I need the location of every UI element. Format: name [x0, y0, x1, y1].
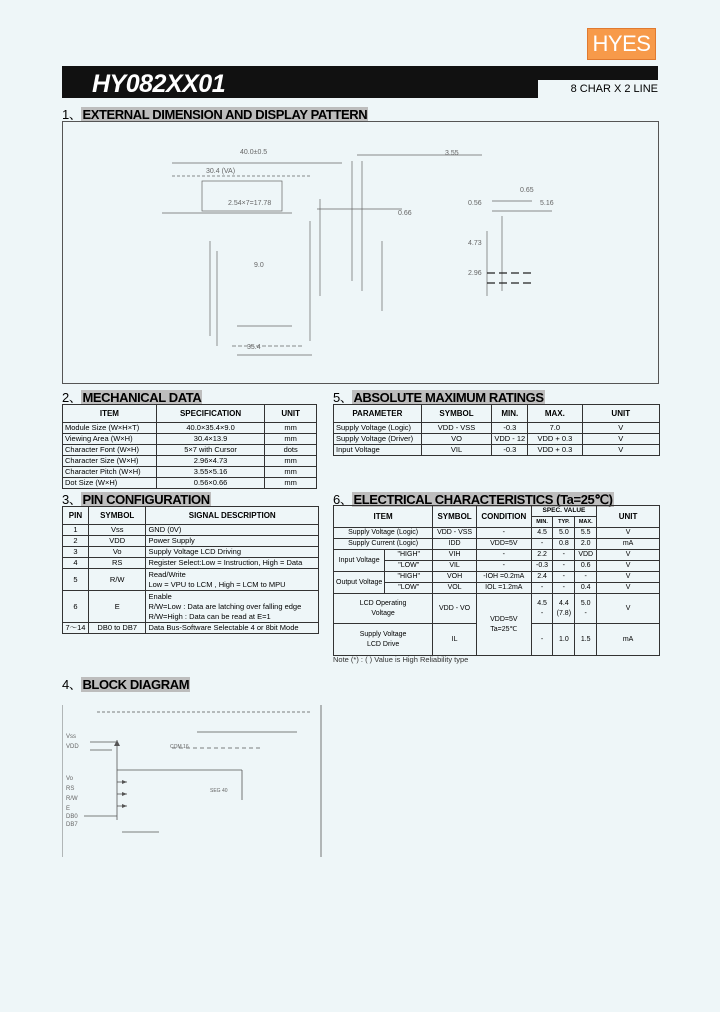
cell: VIL — [433, 561, 477, 572]
mechanical-data-table — [62, 404, 317, 489]
col-max: MAX. — [575, 517, 597, 528]
cell: 30.4×13.9 — [156, 434, 264, 445]
cell: - — [531, 624, 553, 656]
dim-height-total: 35.4 — [247, 344, 261, 351]
cell: mA — [597, 624, 660, 656]
cell: mm — [265, 423, 317, 434]
dim-e: 4.73 — [468, 240, 482, 247]
col-symbol: SYMBOL — [433, 506, 477, 528]
pin-config-table — [62, 506, 319, 634]
table-row — [63, 445, 317, 456]
cell: V — [597, 583, 660, 594]
cell: 0.6 — [575, 561, 597, 572]
cell: R/W — [88, 569, 146, 591]
cell: mm — [265, 478, 317, 489]
cell: IOL =1.2mA — [476, 583, 531, 594]
cell: Input Voltage — [334, 445, 422, 456]
cell — [146, 591, 319, 623]
col-typ: TYP. — [553, 517, 575, 528]
block-label-db7: DB7 — [66, 822, 78, 828]
condition-line2: Ta=25℃ — [490, 625, 518, 633]
display-format: 8 CHAR X 2 LINE — [538, 80, 658, 98]
col-unit: UNIT — [582, 405, 659, 423]
cell: VDD - VSS — [433, 528, 477, 539]
cell: Register Select:Low = Instruction, High = Data — [146, 558, 319, 569]
dim-width-pin: 9.0 — [254, 262, 264, 269]
cell — [575, 594, 597, 624]
block-seg: SEG 40 — [210, 788, 228, 794]
cell: VDD — [88, 536, 146, 547]
cell: Output Voltage — [334, 572, 385, 594]
condition-line1: VDD=5V — [490, 615, 518, 623]
col-max: MAX. — [528, 405, 582, 423]
r7-item-line1: LCD Operating — [359, 599, 407, 607]
cell: -IOH =0.2mA — [476, 572, 531, 583]
cell — [476, 594, 531, 656]
cell: mA — [597, 539, 660, 550]
dim-d: 5.16 — [540, 200, 554, 207]
cell: -0.3 — [531, 561, 553, 572]
cell: 1.0 — [553, 624, 575, 656]
table-row — [334, 572, 660, 583]
block-diagram — [62, 700, 324, 860]
dim-width-pitch: 2.54×7=17.78 — [228, 200, 272, 207]
r7-max-b: - — [584, 609, 587, 617]
cell: VDD - VO — [433, 594, 477, 624]
cell — [553, 594, 575, 624]
cell: VDD=5V — [476, 539, 531, 550]
block-label-rw: R/W — [66, 796, 78, 802]
table-header-row — [63, 507, 319, 525]
cell: 5×7 with Cursor — [156, 445, 264, 456]
cell — [334, 624, 433, 656]
col-condition: CONDITION — [476, 506, 531, 528]
cell: 3 — [63, 547, 89, 558]
cell: V — [597, 528, 660, 539]
cell: mm — [265, 456, 317, 467]
cell: Supply Voltage (Driver) — [334, 434, 422, 445]
table-row — [63, 525, 319, 536]
cell: - — [531, 539, 553, 550]
cell: - — [553, 572, 575, 583]
table-row — [334, 550, 660, 561]
dim-f: 2.96 — [468, 270, 482, 277]
cell: - — [553, 583, 575, 594]
cell: Supply Voltage (Logic) — [334, 423, 422, 434]
block-com: COM 16 — [170, 744, 189, 750]
dim-b: 0.65 — [520, 187, 534, 194]
cell: VDD — [575, 550, 597, 561]
cell — [531, 594, 553, 624]
table-row — [63, 591, 319, 623]
cell: dots — [265, 445, 317, 456]
table-row — [63, 569, 319, 591]
cell: Vo — [88, 547, 146, 558]
table-row — [63, 623, 319, 634]
pin6-line2: R/W=Low : Data are latching over falling edge — [148, 601, 302, 611]
pin6-line3: R/W=High : Data can be read at E=1 — [148, 611, 271, 621]
table-row — [334, 594, 660, 624]
pin5-line2: Low = VPU to LCM , High = LCM to MPU — [148, 579, 286, 589]
block-label-e: E — [66, 806, 71, 812]
dimension-drawing — [62, 121, 659, 384]
cell: - — [476, 550, 531, 561]
cell: IDD — [433, 539, 477, 550]
brand-logo: HYES — [587, 28, 656, 60]
cell: Power Supply — [146, 536, 319, 547]
cell: 2.0 — [575, 539, 597, 550]
col-parameter: PARAMETER — [334, 405, 422, 423]
section-5-heading: 5、ABSOLUTE MAXIMUM RATINGS — [333, 390, 544, 405]
cell: 4 — [63, 558, 89, 569]
dim-width-total: 40.0±0.5 — [240, 149, 268, 156]
table-row — [63, 467, 317, 478]
r7-item-line2: Voltage — [371, 609, 395, 617]
cell: Module Size (W×H×T) — [63, 423, 157, 434]
col-unit: UNIT — [265, 405, 317, 423]
cell: Supply Current (Logic) — [334, 539, 433, 550]
r7-max-a: 5.0 — [580, 599, 591, 607]
cell: VIH — [433, 550, 477, 561]
table-row — [63, 423, 317, 434]
table-row — [63, 434, 317, 445]
cell: 0.8 — [553, 539, 575, 550]
r7-typ-a: 4.4 — [558, 599, 569, 607]
table-row — [63, 536, 319, 547]
table-row — [63, 558, 319, 569]
block-label-vo: Vo — [66, 776, 74, 782]
cell: 2 — [63, 536, 89, 547]
cell: Supply Voltage LCD Driving — [146, 547, 319, 558]
absolute-max-table — [333, 404, 660, 456]
cell: Vss — [88, 525, 146, 536]
cell: V — [597, 561, 660, 572]
table-row — [334, 528, 660, 539]
col-pin: PIN — [63, 507, 89, 525]
cell: VOH — [433, 572, 477, 583]
cell: V — [597, 550, 660, 561]
col-unit: UNIT — [597, 506, 660, 528]
cell: VDD + 0.3 — [528, 445, 582, 456]
cell: 2.2 — [531, 550, 553, 561]
cell: - — [575, 572, 597, 583]
cell: 40.0×35.4×9.0 — [156, 423, 264, 434]
table-row — [334, 539, 660, 550]
table-row — [334, 423, 660, 434]
table-row — [63, 547, 319, 558]
cell: 4.5 — [531, 528, 553, 539]
cell: 5 — [63, 569, 89, 591]
section-1-heading: 1、EXTERNAL DIMENSION AND DISPLAY PATTERN — [62, 107, 368, 122]
cell: -0.3 — [492, 445, 528, 456]
cell: 2.96×4.73 — [156, 456, 264, 467]
cell: 2.4 — [531, 572, 553, 583]
col-min: MIN. — [492, 405, 528, 423]
table-row — [63, 456, 317, 467]
cell: Character Pitch (W×H) — [63, 467, 157, 478]
table-row — [334, 434, 660, 445]
cell: Dot Size (W×H) — [63, 478, 157, 489]
r8-item-line1: Supply Voltage — [359, 630, 407, 638]
col-min: MIN. — [531, 517, 553, 528]
cell: V — [582, 434, 659, 445]
cell: - — [553, 561, 575, 572]
cell: 7～14 — [63, 623, 89, 634]
col-symbol: SYMBOL — [421, 405, 492, 423]
cell: VOL — [433, 583, 477, 594]
section-4-heading: 4、BLOCK DIAGRAM — [62, 677, 190, 692]
cell: 3.55×5.16 — [156, 467, 264, 478]
cell: VIL — [421, 445, 492, 456]
section-6-heading: 6、ELECTRICAL CHARACTERISTICS (Ta=25℃) — [333, 492, 613, 507]
cell: - — [553, 550, 575, 561]
r7-min-a: 4.5 — [537, 599, 547, 607]
cell: RS — [88, 558, 146, 569]
cell: "HIGH" — [385, 550, 433, 561]
cell: Data Bus-Software Selectable 4 or 8bit Mode — [146, 623, 319, 634]
block-label-rs: RS — [66, 786, 75, 792]
cell: Supply Voltage (Logic) — [334, 528, 433, 539]
cell: 6 — [63, 591, 89, 623]
cell: mm — [265, 467, 317, 478]
reliability-note: Note (*) : ( ) Value is High Reliability type — [333, 655, 469, 664]
cell: GND (0V) — [146, 525, 319, 536]
cell: mm — [265, 434, 317, 445]
r7-typ-b: (7.8) — [556, 609, 572, 617]
cell: VO — [421, 434, 492, 445]
cell: "LOW" — [385, 583, 433, 594]
table-header-row — [63, 405, 317, 423]
col-item: ITEM — [334, 506, 433, 528]
block-label-vss: Vss — [66, 734, 77, 740]
col-signal-description: SIGNAL DESCRIPTION — [146, 507, 319, 525]
pin5-line1: Read/Write — [148, 569, 186, 579]
cell: V — [582, 445, 659, 456]
cell: Character Size (W×H) — [63, 456, 157, 467]
dim-width-va: 30.4 (VA) — [206, 168, 236, 175]
cell: - — [531, 583, 553, 594]
cell — [146, 569, 319, 591]
cell: IL — [433, 624, 477, 656]
block-label-vdd: VDD — [66, 744, 79, 750]
cell: -0.3 — [492, 423, 528, 434]
r8-item-line2: LCD Drive — [366, 640, 400, 648]
cell: VDD - VSS — [421, 423, 492, 434]
dim-a: 3.55 — [445, 150, 459, 157]
cell: VDD + 0.3 — [528, 434, 582, 445]
col-symbol: SYMBOL — [88, 507, 146, 525]
table-row — [334, 445, 660, 456]
cell: V — [582, 423, 659, 434]
cell: V — [597, 572, 660, 583]
electrical-characteristics-table — [333, 505, 660, 656]
col-spec-value: SPEC. VALUE — [531, 506, 596, 517]
cell: 5.5 — [575, 528, 597, 539]
cell: V — [597, 594, 660, 624]
r7-min-b: - — [540, 609, 544, 617]
cell: 1.5 — [575, 624, 597, 656]
cell: DB0 to DB7 — [88, 623, 146, 634]
model-number: HY082XX01 — [92, 70, 226, 98]
cell: VDD - 12 — [492, 434, 528, 445]
cell: 7.0 — [528, 423, 582, 434]
cell: 0.56×0.66 — [156, 478, 264, 489]
table-header-row — [334, 506, 660, 517]
cell: "LOW" — [385, 561, 433, 572]
cell: Viewing Area (W×H) — [63, 434, 157, 445]
pin6-line1: Enable — [148, 591, 172, 601]
cell: 1 — [63, 525, 89, 536]
section-2-heading: 2、MECHANICAL DATA — [62, 390, 202, 405]
table-header-row — [334, 405, 660, 423]
table-row — [63, 478, 317, 489]
cell: - — [476, 561, 531, 572]
dim-g: 0.66 — [398, 210, 412, 217]
cell: - — [476, 528, 531, 539]
cell: Input Voltage — [334, 550, 385, 572]
dim-c: 0.56 — [468, 200, 482, 207]
cell: "HIGH" — [385, 572, 433, 583]
cell: 5.0 — [553, 528, 575, 539]
block-label-db0: DB0 — [66, 814, 78, 820]
cell: E — [88, 591, 146, 623]
col-item: ITEM — [63, 405, 157, 423]
col-specification: SPECIFICATION — [156, 405, 264, 423]
cell — [334, 594, 433, 624]
section-3-heading: 3、PIN CONFIGURATION — [62, 492, 210, 507]
cell: 0.4 — [575, 583, 597, 594]
cell: Character Font (W×H) — [63, 445, 157, 456]
